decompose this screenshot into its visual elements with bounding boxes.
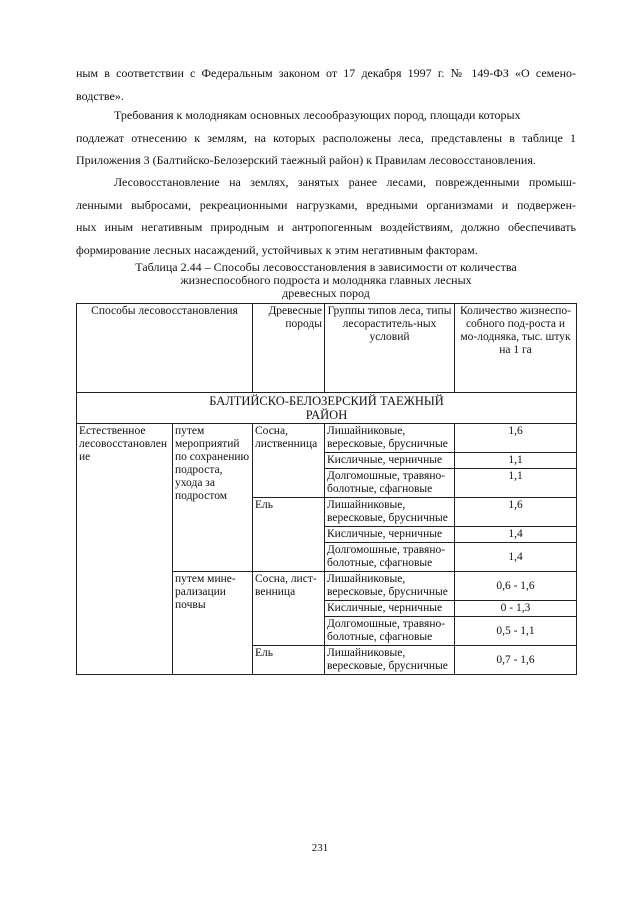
text-line: Требования к молоднякам основных лесообразующих пород, площади которых <box>114 108 521 122</box>
table-row <box>77 424 577 453</box>
text-line: ленными выбросами, рекреационными нагрузками, вредными организмами и подвержен- <box>76 197 576 212</box>
forest-type-cell: Кисличные, черничные <box>325 453 455 469</box>
submethod-cell: путем мине-рализации почвы <box>173 572 253 675</box>
forest-type-cell: Лишайниковые, вересковые, брусничные <box>325 572 455 601</box>
page-number: 231 <box>311 842 329 854</box>
forest-type-cell: Лишайниковые, вересковые, брусничные <box>325 424 455 453</box>
forest-type-cell: Лишайниковые, вересковые, брусничные <box>325 646 455 675</box>
method-cell: Естественное лесовосстановление <box>77 424 173 675</box>
text-line: формирование лесных насаждений, устойчивых к этим негативным факторам. <box>76 242 478 257</box>
quantity-cell: 1,4 <box>455 543 577 572</box>
species-cell: Ель <box>253 498 325 572</box>
header-forest-types: Группы типов леса, типы лесораститель-ных условий <box>325 304 455 393</box>
quantity-cell: 1,4 <box>455 527 577 543</box>
quantity-cell: 1,1 <box>455 469 577 498</box>
species-cell: Сосна, лист-венница <box>253 572 325 646</box>
header-species: Древесные породы <box>253 304 325 393</box>
quantity-cell: 1,1 <box>455 453 577 469</box>
forest-type-cell: Долгомошные, травяно-болотные, сфагновые <box>325 617 455 646</box>
submethod-cell: путем мероприятий по сохранению подроста, ухода за подростом <box>173 424 253 572</box>
caption-line: жизнеспособного подроста и молодняка главных лесных <box>180 273 472 287</box>
quantity-cell: 0,5 - 1,1 <box>455 617 577 646</box>
reforestation-table <box>76 303 577 675</box>
text-line: подлежат отнесению к землям, на которых расположены леса, представлены в таблице 1 <box>76 130 576 145</box>
quantity-cell: 0 - 1,3 <box>455 601 577 617</box>
region-row <box>77 393 577 424</box>
paragraph-2 <box>76 104 576 172</box>
forest-type-cell: Долгомошные, травяно-болотные, сфагновые <box>325 543 455 572</box>
forest-type-cell: Кисличные, черничные <box>325 601 455 617</box>
caption-line: Таблица 2.44 – Способы лесовосстановления в зависимости от количества <box>135 260 517 274</box>
header-quantity: Количество жизнеспо-собного под-роста и мо-лодняка, тыс. штук на 1 га <box>455 304 577 393</box>
species-cell: Ель <box>253 646 325 675</box>
header-methods: Способы лесовосстановления <box>77 304 253 393</box>
paragraph-1 <box>76 62 576 107</box>
quantity-cell: 0,6 - 1,6 <box>455 572 577 601</box>
caption-line: древесных пород <box>282 286 370 300</box>
quantity-cell: 0,7 - 1,6 <box>455 646 577 675</box>
forest-type-cell: Кисличные, черничные <box>325 527 455 543</box>
text-line: Лесовосстановление на землях, занятых ранее лесами, поврежденными промыш- <box>114 175 576 189</box>
quantity-cell: 1,6 <box>455 498 577 527</box>
forest-type-cell: Долгомошные, травяно-болотные, сфагновые <box>325 469 455 498</box>
text-line: ным в соответствии с Федеральным законом от 17 декабря 1997 г. № 149-ФЗ «О семено- <box>76 66 576 80</box>
species-cell: Сосна, лиственница <box>253 424 325 498</box>
text-line: Приложения 3 (Балтийско-Белозерский таежный район) к Правилам лесовосстановления. <box>76 153 536 167</box>
forest-type-cell: Лишайниковые, вересковые, брусничные <box>325 498 455 527</box>
quantity-cell: 1,6 <box>455 424 577 453</box>
paragraph-3 <box>76 171 576 261</box>
table-caption <box>76 261 576 300</box>
region-title: БАЛТИЙСКО-БЕЛОЗЕРСКИЙ ТАЕЖНЫЙ РАЙОН <box>77 393 577 424</box>
text-line: ных иным негативным природным и антропогенным воздействиям, должно обеспечивать <box>76 220 576 234</box>
table-header-row <box>77 304 577 393</box>
text-line: водстве». <box>76 88 124 103</box>
